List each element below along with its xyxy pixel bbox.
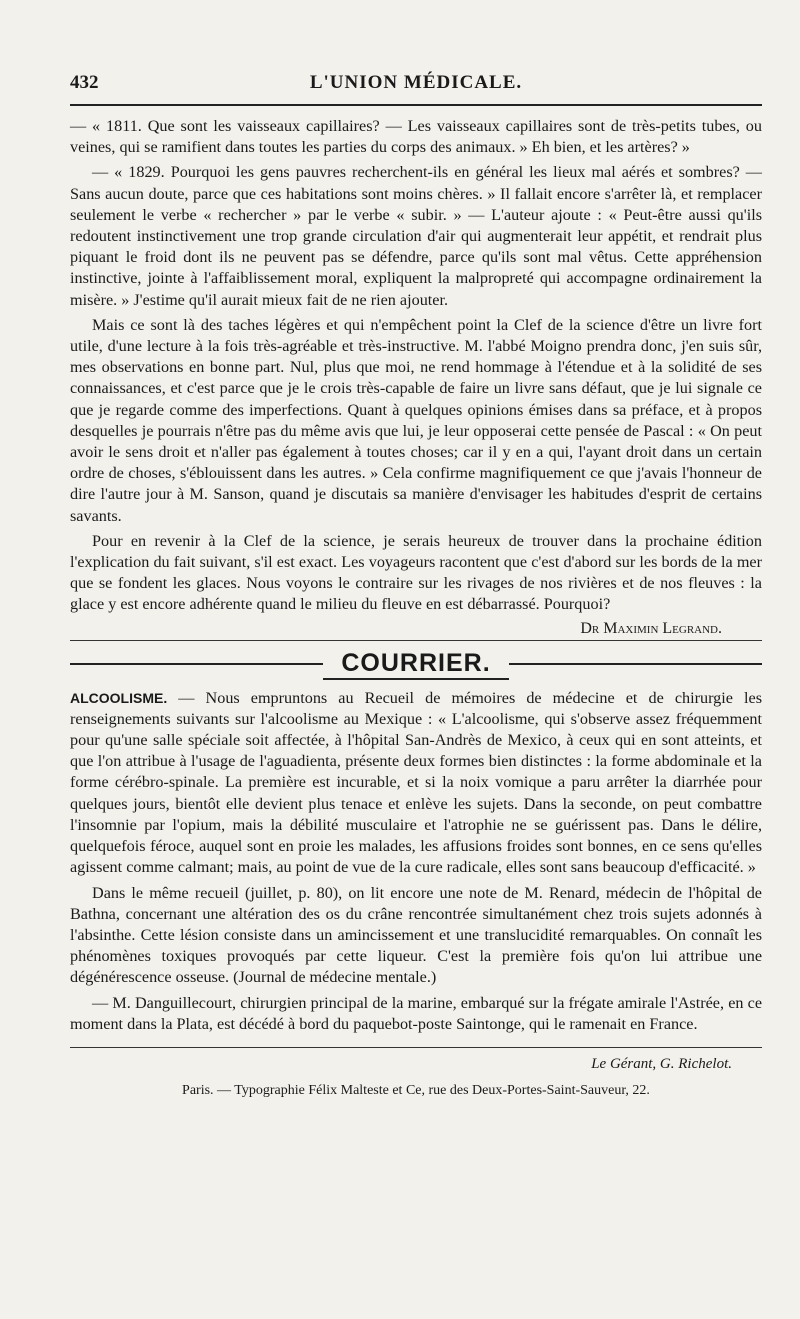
section-rule-top xyxy=(70,640,762,641)
header-rule xyxy=(70,104,762,106)
letter-paragraph-3: Mais ce sont là des taches légères et qui n'empêchent point la Clef de la science d'être un livre fort utile, d'une lecture à la fois très-agréable et très-instructive. M. l'abbé Moigno prendra donc, j'en suis sûr, mes observations en bonne part. Nul, plus que moi, ne rend hommage à l'étendue et à la solidité de ses connaissances, et c'est parce que je le crois très-capable de faire un livre sans défaut, que je lui signale ce que je regarde comme des imperfections. Quant à quelques opinions émises dans sa préface, et à propos desquelles je pourrais n'être pas du même avis que lui, je leur opposerai cette pensée de Pascal : « On peut avoir le sens droit et n'aller pas également à toutes choses; car il y en a qui, l'ayant droit dans un certain ordre de choses, s'éblouissent dans les autres. » Cela confirme magnifiquement ce que j'avais l'honneur de dire l'autre jour à M. Sanson, quand je discutais sa manière d'envisager les habitudes d'esprit de certains savants. xyxy=(70,315,762,525)
running-title: L'UNION MÉDICALE. xyxy=(309,72,523,93)
courrier-paragraph-1: ALCOOLISME. — Nous empruntons au Recueil de mémoires de médecine et de chirurgie les renseignements suivants sur l'alcoolisme au Mexique : « L'alcoolisme, qui s'observe assez fréquemment pour qu'une salle spéciale soit affectée, à l'hôpital San-Andrès de Mexico, à ceux qui en sont atteints, et que l'on attribue à l'usage de l'aguadienta, présente deux formes bien distinctes : la forme abdominale et la forme cérébro-spinale. La première est incurable, et si la noix vomique a paru arrêter la diarrhée pour quelques jours, bientôt elle devient plus tenace et enlève les sujets. Dans la seconde, on peut combattre l'insomnie par l'opium, mais la débilité musculaire et l'atrophie ne se guérissent pas. Dans le délire, quelquefois féroce, auquel sont en proie les malades, les affusions froides sont bonnes, en ce sens qu'elles agissent comme calmant; mais, au point de vue de la cure radicale, elles sont sans beaucoup d'efficacité. » xyxy=(70,688,763,877)
letter-paragraph-4: Pour en revenir à la Clef de la science, je serais heureux de trouver dans la prochaine édition l'explication du fait suivant, s'il est exact. Les voyageurs racontent que c'est d'abord sur les bords de la mer que se fondent les glaces. Nous voyons le contraire sur les rivages de nos rivières et de nos fleuves : la glace y est encore adhérente quand le milieu du fleuve en est débarrassé. Pourquoi? xyxy=(70,531,762,614)
section-heading xyxy=(70,649,762,680)
author-signature: Dr Maximin Legrand. xyxy=(580,619,722,637)
section-title: COURRIER. xyxy=(323,649,508,680)
keyword-alcoolisme: ALCOOLISME. xyxy=(70,689,168,706)
courrier-paragraph-3: — M. Danguillecourt, chirurgien principal de la marine, embarqué sur la frégate amirale l'Astrée, en ce moment dans la Plata, est décédé à bord du paquebot-poste Saintonge, qui le ramenait en France. xyxy=(70,993,762,1033)
page-header xyxy=(70,68,762,98)
footer-rule xyxy=(70,1047,762,1048)
letter-paragraph-2: — « 1829. Pourquoi les gens pauvres recherchent-ils en général les lieux mal aérés et sombres? — Sans aucun doute, parce que ces habitations sont moins chères. » Il fallait encore s'arrêter là, et remplacer seulement le verbe « rechercher » par le verbe « subir. » — L'auteur ajoute : « Peut-être aussi qu'ils redoutent instinctivement une trop grande circulation d'air qui augmenterait leur appétit, et rendrait plus piquant le froid dont ils ne peuvent pas se défendre, parce qu'ils sont mal vêtus. Cette appréhension instinctive, jointe à l'affaiblissement moral, expliquent la malpropreté qui accompagne ordinairement la misère. » J'estime qu'il aurait mieux fait de ne rien ajouter. xyxy=(70,163,762,309)
letter-paragraph-1: — « 1811. Que sont les vaisseaux capillaires? — Les vaisseaux capillaires sont de très-petits tubes, ou veines, qui se ramifient dans toutes les parties du corps des animaux. » Eh bien, et les artères? » xyxy=(70,117,762,157)
page-number: 432 xyxy=(70,72,99,93)
courrier-paragraph-2: Dans le même recueil (juillet, p. 80), on lit encore une note de M. Renard, médecin de l'hôpital de Bathna, concernant une altération des os du crâne rencontrée simultanément chez trois sujets adonnés à l'absinthe. Cette lésion consiste dans un amincissement et une translucidité remarquables. On connaît les phénomènes toxiques provoqués par cette liqueur. C'est la première fois qu'on lui attribue une dégénérescence osseuse. (Journal de médecine mentale.) xyxy=(70,883,762,987)
document-page xyxy=(70,68,762,1099)
gerant-signature: Le Gérant, G. Richelot. xyxy=(591,1055,732,1072)
printer-line: Paris. — Typographie Félix Malteste et Ce, rue des Deux-Portes-Saint-Sauveur, 22. xyxy=(182,1082,650,1098)
